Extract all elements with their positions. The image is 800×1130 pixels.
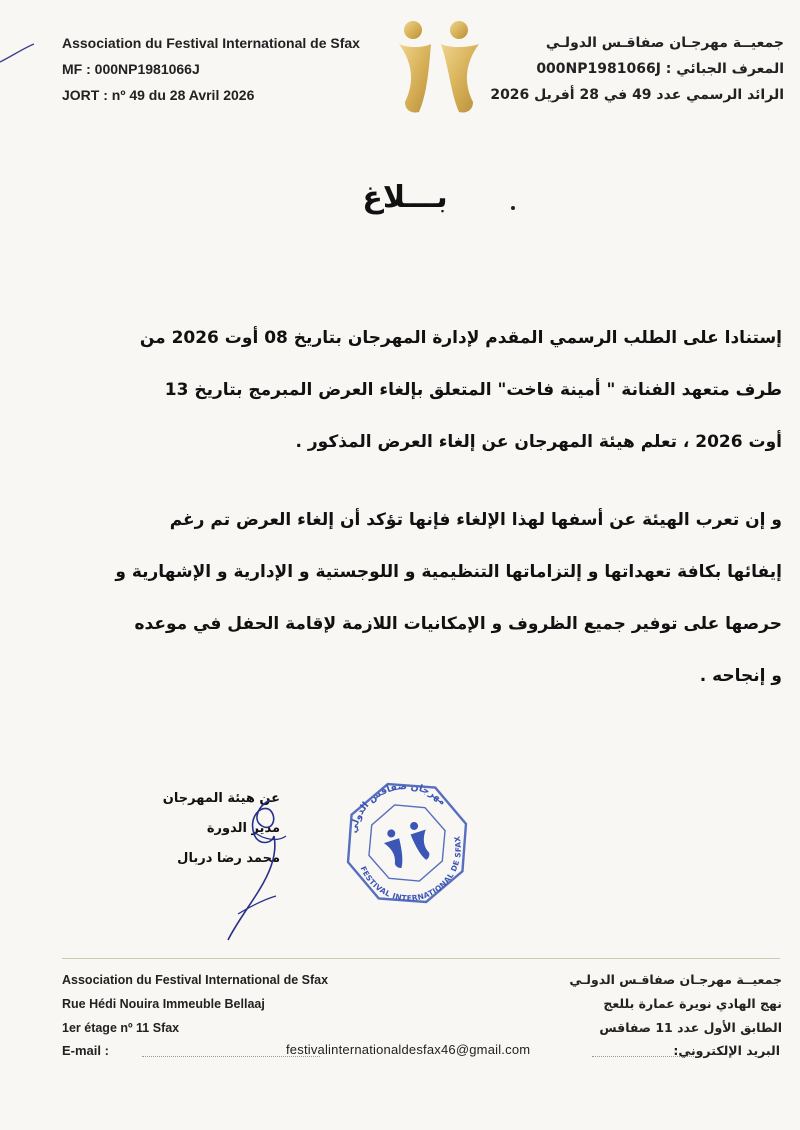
header-right (484, 30, 784, 108)
email-label-fr: E-mail : (62, 1043, 109, 1058)
footer-org-name-fr: Association du Festival International de Sfax (62, 973, 329, 987)
footer-org-name-ar: جمعيــة مهرجـان صفاقـس الدولـي (569, 972, 782, 987)
paragraph2-line: حرصها على توفير جميع الظروف و الإمكانيات اللازمة لإقامة الحفل في موعده (134, 614, 782, 634)
footer-divider (62, 958, 780, 959)
paragraph1-line: إستنادا على الطلب الرسمي المقدم لإدارة المهرجان بتاريخ 08 أوت 2026 من (139, 328, 782, 348)
paragraph2-line: و إنجاحه . (699, 666, 782, 686)
footer-address1-ar: نهج الهادي نويرة عمارة بللعج (603, 996, 782, 1011)
paragraph-gap (70, 468, 782, 494)
festival-stamp (340, 776, 474, 910)
signature-line-name: محمد رضا دربال (177, 851, 280, 866)
footer-email-row (62, 1039, 780, 1063)
festival-logo (393, 14, 485, 120)
header-mf-ar: المعرف الجبائي : 000NP1981066J (536, 61, 784, 77)
footer-left (62, 968, 382, 1040)
footer-address1-fr: Rue Hédi Nouira Immeuble Bellaaj (62, 997, 265, 1011)
stamp-french-text: FESTIVAL INTERNATIONAL DE SFAX (358, 835, 463, 903)
stamp-arabic-text: مهرجان صفاقس الدولي (348, 781, 449, 835)
footer-address2-fr: 1er étage nº 11 Sfax (62, 1021, 180, 1035)
title-dot (511, 206, 515, 210)
email-label-ar: البريد الإلكتروني: (673, 1043, 780, 1058)
paragraph2-line: إيفائها بكافة تعهداتها و إلتزاماتها التنظيمية و اللوجستية و الإدارية و الإشهارية و (115, 562, 782, 582)
header-jort-ar: الرائد الرسمي عدد 49 في 28 أفريل 2026 (490, 87, 784, 103)
corner-pen-mark (0, 32, 40, 72)
header-left (62, 30, 382, 108)
email-address: festivalinternationaldesfax46@gmail.com (286, 1042, 531, 1057)
header-org-name-ar: جمعيــة مهرجـان صفاقـس الدولـي (545, 35, 784, 51)
handwritten-signature (218, 796, 298, 946)
header-mf-fr: MF : 000NP1981066J (62, 61, 200, 77)
signature-line-role: مدير الدورة (206, 821, 280, 836)
footer-right (482, 968, 782, 1040)
header-org-name-fr: Association du Festival International de Sfax (62, 35, 360, 51)
document-title: بـــلاغ (362, 180, 448, 215)
signature-line-committee: عن هيئة المهرجان (162, 791, 280, 806)
header-jort-fr: JORT : nº 49 du 28 Avril 2026 (62, 87, 255, 103)
paragraph2-line: و إن تعرب الهيئة عن أسفها لهذا الإلغاء فإنها تؤكد أن إلغاء العرض تم رغم (169, 510, 782, 530)
footer-address2-ar: الطابق الأول عدد 11 صفاقس (599, 1020, 782, 1035)
svg-text:مهرجان صفاقس الدولي (340, 776, 450, 837)
paragraph1-line: طرف متعهد الفنانة " أمينة فاخت" المتعلق بإلغاء العرض المبرمج بتاريخ 13 (164, 380, 782, 400)
communique-body (70, 312, 782, 702)
paragraph1-line: أوت 2026 ، تعلم هيئة المهرجان عن إلغاء العرض المذكور . (295, 432, 782, 452)
